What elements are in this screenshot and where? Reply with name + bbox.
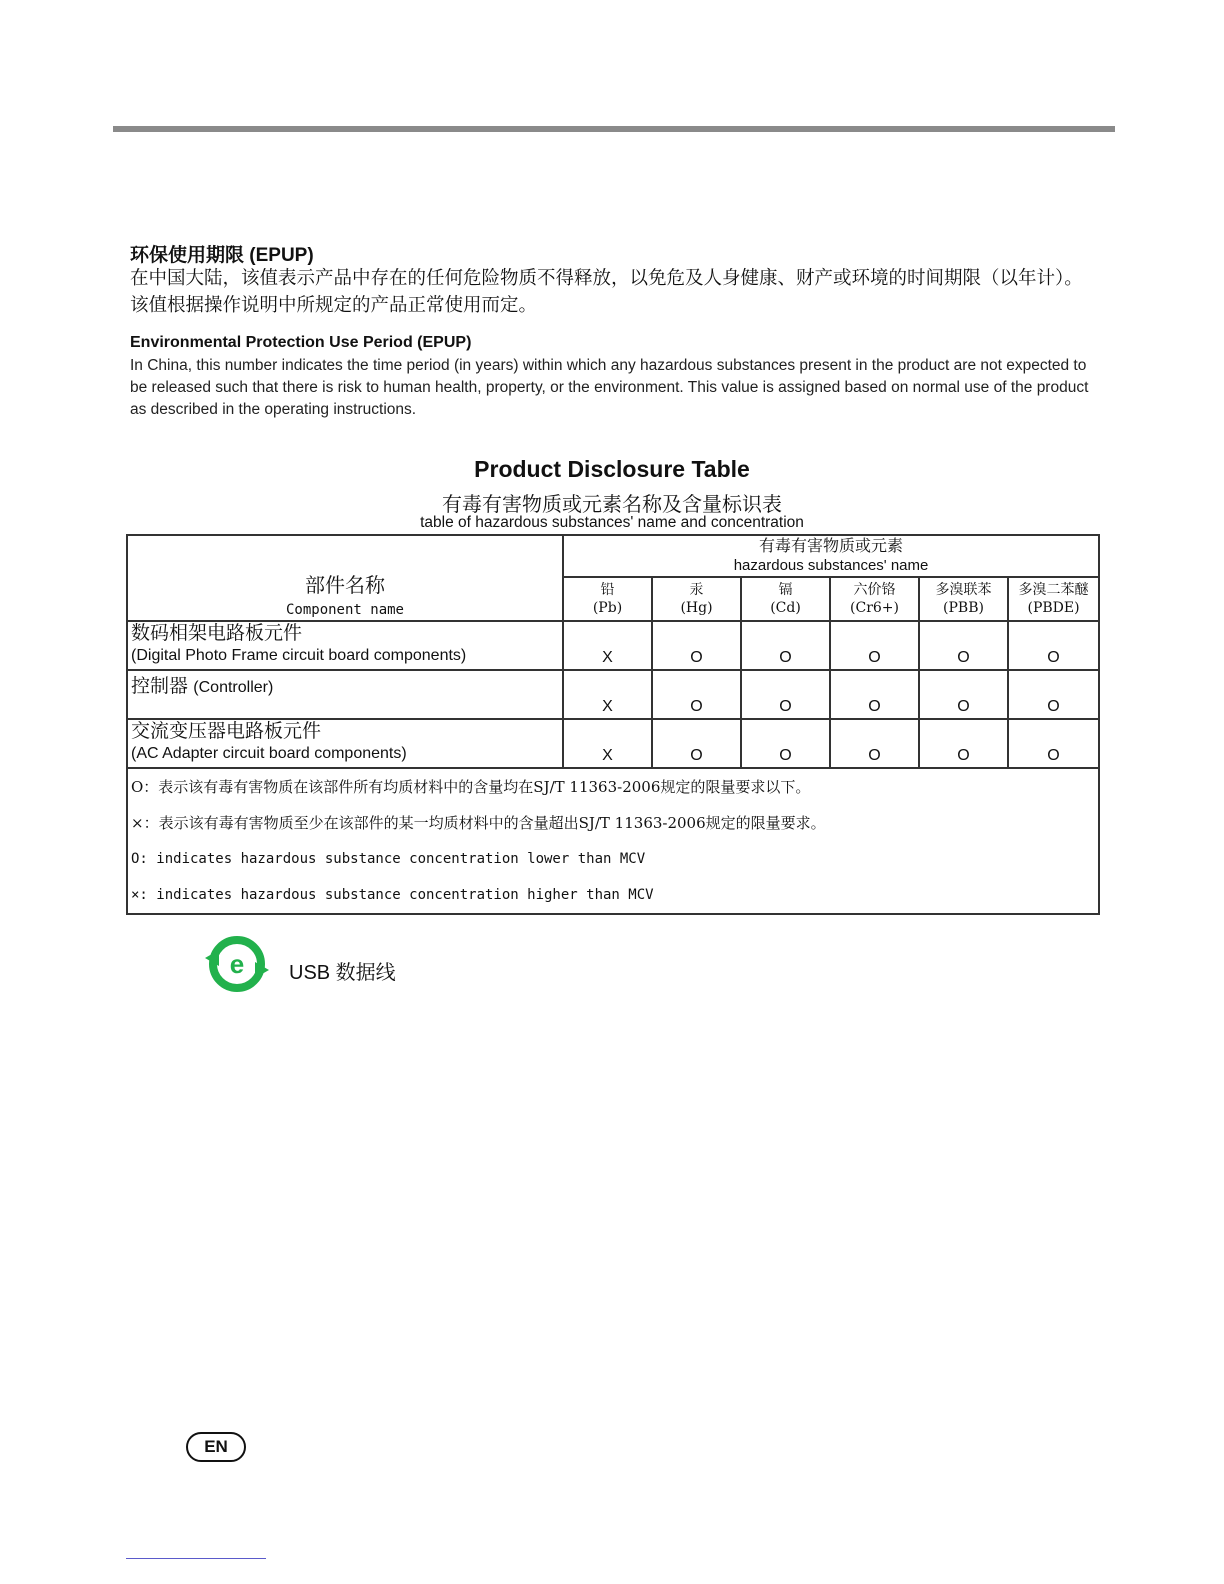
usb-cable-label: USB 数据线 — [289, 962, 396, 984]
substance-header: 多溴联苯 (PBB) — [919, 577, 1008, 621]
epup-zh-body: 在中国大陆，该值表示产品中存在的任何危险物质不得释放，以免危及人身健康、财产或环境的时间期限（以年计）。该值根据操作说明中所规定的产品正常使用而定。 — [130, 267, 1083, 315]
row-label: 交流变压器电路板元件 (AC Adapter circuit board components) — [127, 719, 563, 768]
note-line: O：表示该有毒有害物质在该部件所有均质材料中的含量均在SJ/T 11363-2006规定的限量要求以下。 — [131, 778, 811, 796]
table-title: Product Disclosure Table — [474, 456, 750, 482]
group-header-zh: 有毒有害物质或元素 — [759, 536, 904, 555]
substances-group-header — [563, 535, 1099, 577]
table-row — [127, 670, 1099, 719]
table-notes — [127, 768, 1099, 914]
component-header-en: Component name — [285, 602, 404, 618]
table-cell: O — [741, 670, 830, 719]
group-header-en: hazardous substances' name — [733, 557, 929, 574]
header-rule — [113, 126, 1115, 132]
row-label: 控制器 (Controller) — [127, 670, 563, 719]
table-cell: O — [919, 621, 1008, 670]
table-cell: O — [652, 719, 741, 768]
epup-en-title: Environmental Protection Use Period (EPUP) — [130, 334, 472, 351]
table-cell: O — [741, 719, 830, 768]
note-line: O: indicates hazardous substance concentration lower than MCV — [131, 851, 646, 867]
language-badge: EN — [186, 1432, 246, 1462]
table-cell: O — [652, 621, 741, 670]
substance-header: 镉 (Cd) — [741, 577, 830, 621]
table-cell: O — [830, 719, 919, 768]
table-subtitle-zh: 有毒有害物质或元素名称及含量标识表 — [442, 494, 782, 516]
epup-en-body: In China, this number indicates the time period (in years) within which any hazardous substances present in the product are not expected to be released such that there is risk to human health, property, or the environment. This value is assigned based on normal use of the product as described in the operating instructions. — [130, 357, 1089, 418]
table-cell: O — [1008, 719, 1099, 768]
component-header — [127, 535, 563, 621]
table-cell: O — [1008, 621, 1099, 670]
epup-zh-title: 环保使用期限 (EPUP) — [130, 245, 314, 266]
component-header-zh: 部件名称 — [305, 573, 385, 597]
substance-header: 多溴二苯醚 (PBDE) — [1008, 577, 1099, 621]
table-cell: O — [919, 670, 1008, 719]
table-cell: O — [830, 670, 919, 719]
substance-header: 汞 (Hg) — [652, 577, 741, 621]
epup-e-recycle-icon — [203, 936, 271, 992]
table-cell: O — [1008, 670, 1099, 719]
table-cell: O — [741, 621, 830, 670]
table-cell: O — [830, 621, 919, 670]
table-cell: O — [652, 670, 741, 719]
row-label: 数码相架电路板元件 (Digital Photo Frame circuit board components) — [127, 621, 563, 670]
disclosure-table — [126, 534, 1100, 915]
table-row — [127, 621, 1099, 670]
table-subtitle-en: table of hazardous substances' name and concentration — [420, 514, 804, 531]
table-cell: X — [563, 719, 652, 768]
substance-header: 铅 (Pb) — [563, 577, 652, 621]
table-cell: X — [563, 621, 652, 670]
svg-text:e: e — [229, 949, 245, 979]
footer-link-rule[interactable] — [126, 1558, 266, 1559]
substance-header: 六价铬 (Cr6+) — [830, 577, 919, 621]
note-line: ×: indicates hazardous substance concentration higher than MCV — [131, 887, 654, 903]
note-line: ×：表示该有毒有害物质至少在该部件的某一均质材料中的含量超出SJ/T 11363-2006规定的限量要求。 — [131, 814, 826, 832]
table-cell: O — [919, 719, 1008, 768]
table-row — [127, 719, 1099, 768]
table-cell: X — [563, 670, 652, 719]
